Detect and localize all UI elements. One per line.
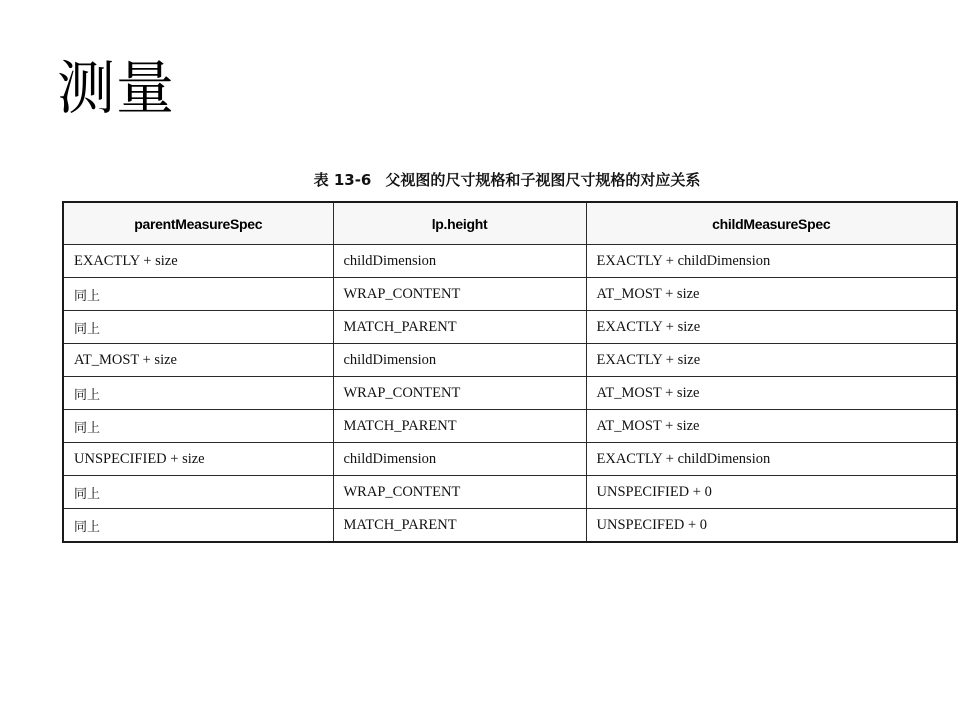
cell-parent-spec: AT_MOST + size bbox=[63, 344, 333, 377]
header-lp-height: lp.height bbox=[333, 202, 586, 245]
cell-child-spec: UNSPECIFED + 0 bbox=[586, 509, 957, 543]
cell-child-spec: EXACTLY + size bbox=[586, 344, 957, 377]
header-child-measure-spec: childMeasureSpec bbox=[586, 202, 957, 245]
cell-parent-spec: 同上 bbox=[63, 509, 333, 543]
table-row bbox=[63, 245, 957, 278]
table-row bbox=[63, 410, 957, 443]
cell-child-spec: UNSPECIFIED + 0 bbox=[586, 476, 957, 509]
table-row bbox=[63, 344, 957, 377]
header-parent-measure-spec: parentMeasureSpec bbox=[63, 202, 333, 245]
table-row bbox=[63, 278, 957, 311]
table-caption bbox=[0, 168, 960, 192]
cell-parent-spec: 同上 bbox=[63, 377, 333, 410]
measure-spec-table bbox=[62, 201, 958, 543]
table-caption-text: 父视图的尺寸规格和子视图尺寸规格的对应关系 bbox=[385, 171, 701, 189]
cell-lp-height: WRAP_CONTENT bbox=[333, 377, 586, 410]
table-row bbox=[63, 377, 957, 410]
slide-title: 测量 bbox=[57, 54, 176, 122]
cell-parent-spec: EXACTLY + size bbox=[63, 245, 333, 278]
cell-lp-height: WRAP_CONTENT bbox=[333, 278, 586, 311]
cell-child-spec: EXACTLY + size bbox=[586, 311, 957, 344]
cell-parent-spec: 同上 bbox=[63, 278, 333, 311]
cell-parent-spec: 同上 bbox=[63, 410, 333, 443]
cell-child-spec: AT_MOST + size bbox=[586, 377, 957, 410]
cell-child-spec: EXACTLY + childDimension bbox=[586, 245, 957, 278]
cell-lp-height: childDimension bbox=[333, 245, 586, 278]
table-row bbox=[63, 443, 957, 476]
cell-child-spec: EXACTLY + childDimension bbox=[586, 443, 957, 476]
cell-lp-height: MATCH_PARENT bbox=[333, 410, 586, 443]
table-caption-number: 表 13-6 bbox=[313, 171, 372, 189]
cell-parent-spec: UNSPECIFIED + size bbox=[63, 443, 333, 476]
table-row bbox=[63, 476, 957, 509]
table-row bbox=[63, 311, 957, 344]
table-header-row bbox=[63, 202, 957, 245]
table-row bbox=[63, 509, 957, 543]
cell-lp-height: childDimension bbox=[333, 344, 586, 377]
cell-lp-height: WRAP_CONTENT bbox=[333, 476, 586, 509]
cell-lp-height: MATCH_PARENT bbox=[333, 311, 586, 344]
cell-child-spec: AT_MOST + size bbox=[586, 410, 957, 443]
cell-lp-height: MATCH_PARENT bbox=[333, 509, 586, 543]
cell-lp-height: childDimension bbox=[333, 443, 586, 476]
cell-parent-spec: 同上 bbox=[63, 311, 333, 344]
cell-parent-spec: 同上 bbox=[63, 476, 333, 509]
cell-child-spec: AT_MOST + size bbox=[586, 278, 957, 311]
